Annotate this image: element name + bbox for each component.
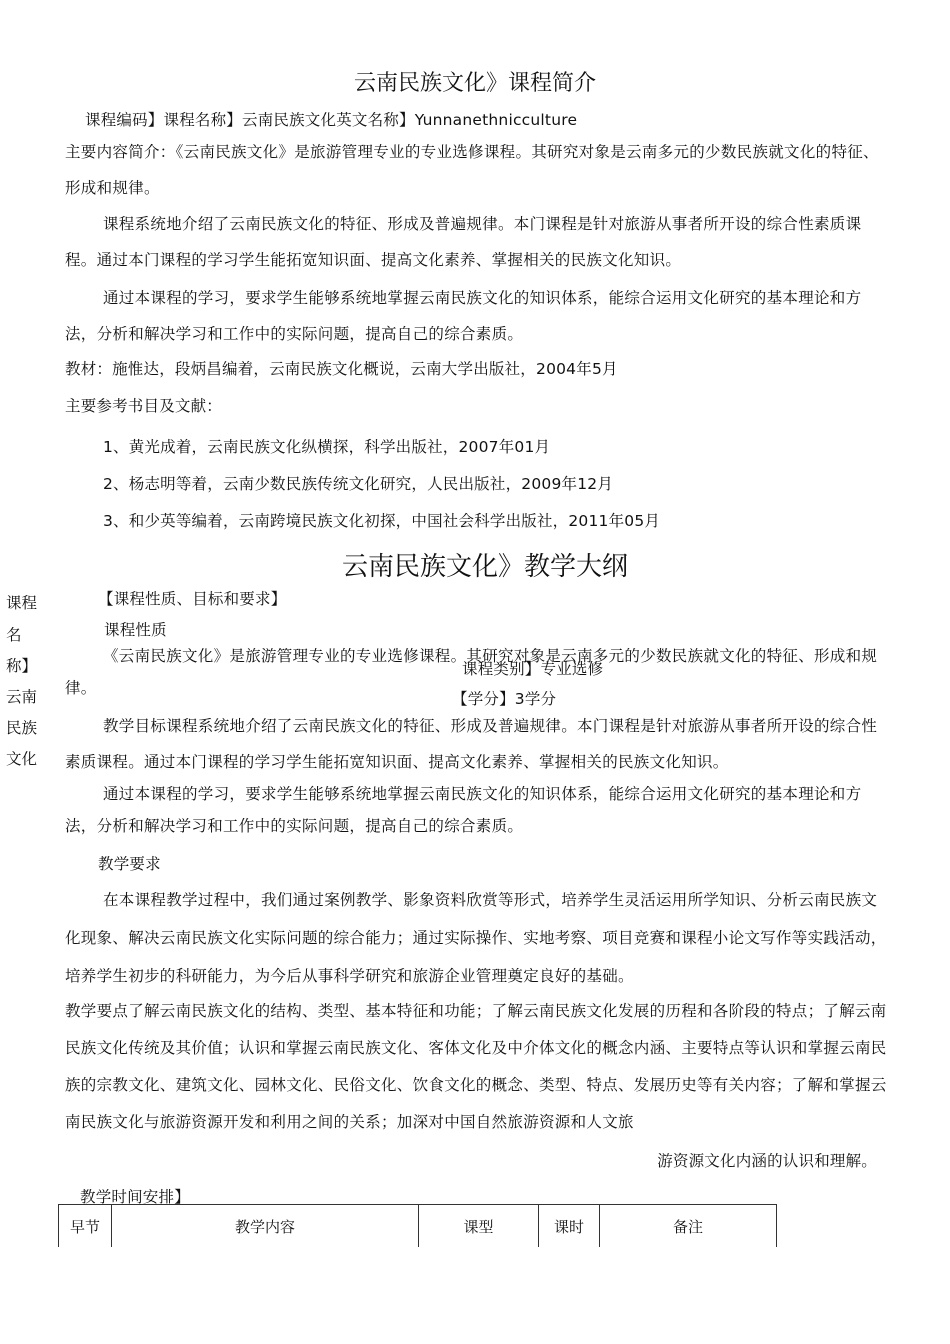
schedule-table (58, 1204, 777, 1247)
side-label-line: 民族 (6, 719, 38, 737)
nature-text: 《云南民族文化》是旅游管理专业的专业选修课程。其研究对象是云南多元的少数民族就文化的特征、形成和规律。 (65, 647, 878, 697)
column-header-hours: 课时 (539, 1205, 600, 1248)
intro-meta-line: 课程编码】课程名称】云南民族文化英文名称】Yunnanethnicculture (85, 111, 578, 129)
course-category: 课程类别】专业选修 (462, 660, 604, 678)
intro-title: 云南民族文化》课程简介 (353, 71, 596, 96)
column-header-notes: 备注 (600, 1205, 777, 1248)
reference-item: 1、黄光成着，云南民族文化纵横探，科学出版社，2007年01月 (103, 438, 551, 456)
intro-para2: 通过本课程的学习，要求学生能够系统地掌握云南民族文化的知识体系，能综合运用文化研究的基本理论和方法，分析和解决学习和工作中的实际问题，提高自己的综合素质。 (65, 289, 862, 343)
key-points-tail: 游资源文化内涵的认识和理解。 (657, 1152, 877, 1170)
reference-item: 2、杨志明等着，云南少数民族传统文化研究，人民出版社，2009年12月 (103, 475, 614, 493)
course-credit: 【学分】3学分 (452, 690, 557, 708)
side-label-line: 课程 (6, 594, 38, 612)
side-label-line: 称】 (6, 657, 38, 675)
section-header: 【课程性质、目标和要求】 (98, 590, 287, 608)
intro-textbook: 教材：施惟达，段炳昌编着，云南民族文化概说，云南大学出版社，2004年5月 (65, 360, 618, 378)
goal-text: 教学目标课程系统地介绍了云南民族文化的特征、形成及普遍规律。本门课程是针对旅游从事者所开设的综合性素质课程。通过本门课程的学习学生能拓宽知识面、提高文化素养、掌握相关的民族文化知识。 (65, 717, 878, 771)
column-header-chapter: 早节 (59, 1205, 112, 1248)
schedule-label: 教学时间安排】 (80, 1188, 190, 1206)
column-header-type: 课型 (419, 1205, 539, 1248)
intro-refs-label: 主要参考书目及文献： (65, 397, 223, 415)
table-header-row (59, 1205, 777, 1248)
key-points-text: 教学要点了解云南民族文化的结构、类型、基本特征和功能；了解云南民族文化发展的历程和各阶段的特点；了解云南民族文化传统及其价值；认识和掌握云南民族文化、客体文化及中介体文化的概念内涵、主要特点等认识和掌握云南民族的宗教文化、建筑文化、园林文化、民俗文化、饮食文化的概念、类型、特点、发展历史等有关内容；了解和掌握云南民族文化与旅游资源开发和利用之间的关系；加深对中国自然旅游资源和人文旅 (65, 1002, 887, 1131)
side-label-line: 云南 (6, 688, 38, 706)
side-label-line: 文化 (6, 750, 38, 768)
syllabus-title: 云南民族文化》教学大纲 (341, 552, 628, 582)
intro-summary: 主要内容简介：《云南民族文化》是旅游管理专业的专业选修课程。其研究对象是云南多元的少数民族就文化的特征、形成和规律。 (65, 143, 879, 197)
column-header-content: 教学内容 (112, 1205, 419, 1248)
side-label-line: 名 (6, 626, 22, 644)
goal-text-2: 通过本课程的学习，要求学生能够系统地掌握云南民族文化的知识体系，能综合运用文化研究的基本理论和方法，分析和解决学习和工作中的实际问题，提高自己的综合素质。 (65, 785, 862, 835)
intro-para1: 课程系统地介绍了云南民族文化的特征、形成及普遍规律。本门课程是针对旅游从事者所开设的综合性素质课程。通过本门课程的学习学生能拓宽知识面、提高文化素养、掌握相关的民族文化知识。 (65, 215, 862, 269)
requirements-label: 教学要求 (98, 855, 161, 873)
requirements-text: 在本课程教学过程中，我们通过案例教学、影象资料欣赏等形式，培养学生灵活运用所学知识、分析云南民族文化现象、解决云南民族文化实际问题的综合能力；通过实际操作、实地考察、项目竞赛和课程小论文写作等实践活动，培养学生初步的科研能力，为今后从事科学研究和旅游企业管理奠定良好的基础。 (65, 891, 887, 985)
nature-label: 课程性质 (104, 621, 167, 639)
reference-item: 3、和少英等编着，云南跨境民族文化初探，中国社会科学出版社，2011年05月 (103, 512, 661, 530)
